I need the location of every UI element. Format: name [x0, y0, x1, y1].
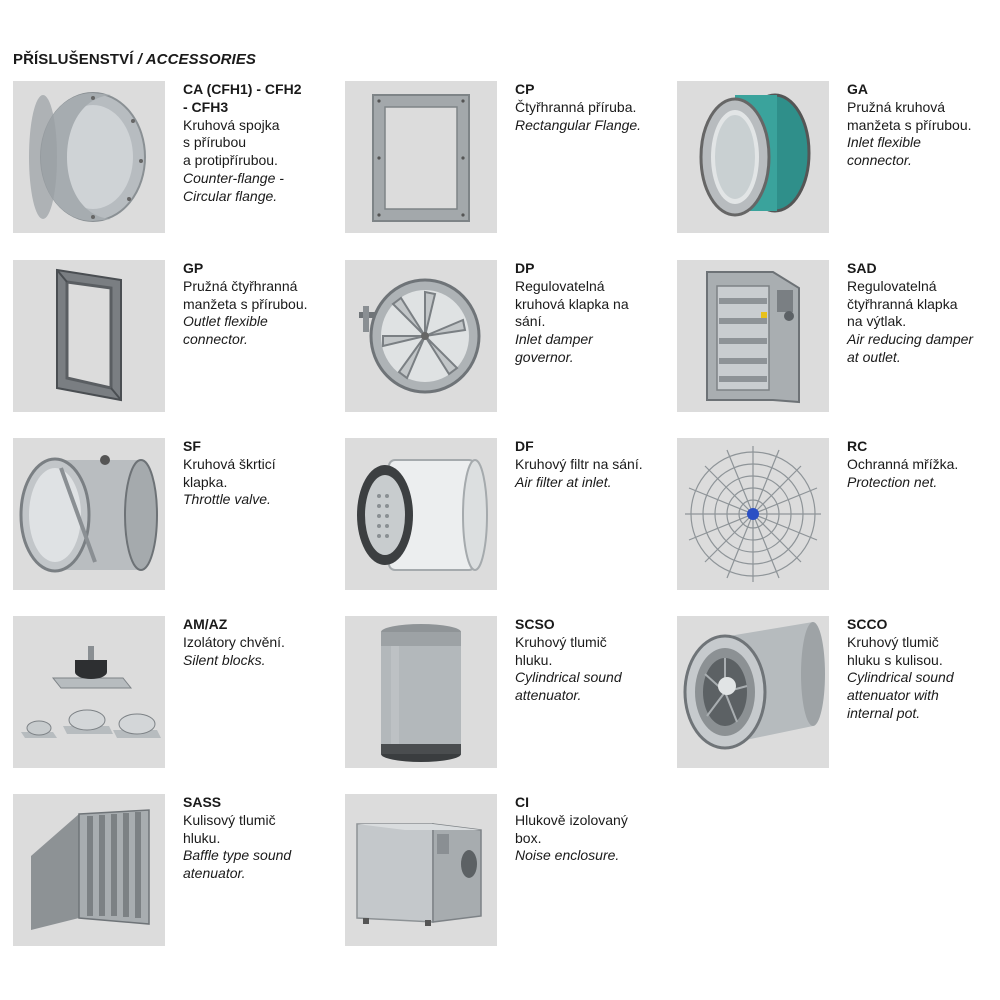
item-english-name: Air reducing damper at outlet. [847, 331, 974, 365]
item-english-name: Rectangular Flange. [515, 116, 642, 133]
item-czech-name: Regulovatelná čtyřhranná klapka na výtlak. [847, 277, 958, 330]
item-english-name: Baffle type sound atenuator. [183, 847, 292, 882]
item-czech-name: Izolátory chvění. [183, 633, 285, 650]
item-czech-name: Kruhová spojka s přírubou a protipřírubou. [183, 116, 280, 169]
accessory-item-df [345, 438, 675, 590]
item-code: GA [847, 81, 868, 97]
accessory-item-ca [13, 81, 343, 233]
item-description [847, 438, 1000, 491]
accessory-item-scso [345, 616, 675, 768]
silent-blocks-icon [13, 616, 165, 768]
item-description [183, 260, 343, 349]
item-czech-name: Pružná kruhová manžeta s přírubou. [847, 98, 972, 133]
item-description [847, 616, 1000, 723]
item-code: SAD [847, 260, 877, 276]
accessory-item-sad [677, 260, 1000, 412]
item-english-name: Inlet damper governor. [515, 331, 593, 365]
item-description [515, 260, 675, 367]
item-english-name: Silent blocks. [183, 651, 266, 668]
item-code: GP [183, 260, 204, 276]
item-code: AM/AZ [183, 616, 228, 632]
item-description [515, 794, 675, 865]
heading-english: ACCESSORIES [145, 51, 257, 68]
item-description [515, 616, 675, 705]
inlet-flexible-connector-icon [677, 81, 829, 233]
item-czech-name: Hlukově izolovaný box. [515, 811, 628, 846]
accessory-item-ga [677, 81, 1000, 233]
item-czech-name: Pružná čtyřhranná manžeta s přírubou. [183, 277, 308, 312]
item-code: CI [515, 794, 529, 810]
item-english-name: Protection net. [847, 473, 938, 490]
item-english-name: Cylindrical sound attenuator with internal pot. [847, 669, 954, 721]
noise-enclosure-icon [345, 794, 497, 946]
item-code: SASS [183, 794, 222, 810]
item-czech-name: Ochranná mřížka. [847, 455, 959, 472]
item-code: SCCO [847, 616, 888, 632]
item-description [183, 616, 343, 669]
accessory-item-gp [13, 260, 343, 412]
protection-net-icon [677, 438, 829, 590]
item-czech-name: Kruhový tlumič hluku s kulisou. [847, 633, 943, 668]
item-code: CP [515, 81, 535, 97]
item-code: SCSO [515, 616, 555, 632]
item-english-name: Cylindrical sound attenuator. [515, 669, 622, 704]
rectangular-flange-icon [345, 81, 497, 233]
inlet-damper-icon [345, 260, 497, 412]
accessory-item-dp [345, 260, 675, 412]
baffle-attenuator-icon [13, 794, 165, 946]
accessory-item-scco [677, 616, 1000, 768]
item-english-name: Outlet flexible connector. [183, 313, 268, 348]
item-english-name: Air filter at inlet. [515, 473, 612, 490]
item-czech-name: Kruhová škrticí klapka. [183, 455, 276, 490]
item-czech-name: Čtyřhranná příruba. [515, 98, 637, 115]
circular-flange-icon [13, 81, 165, 233]
accessory-item-cp [345, 81, 675, 233]
item-code: DP [515, 260, 535, 276]
item-czech-name: Regulovatelná kruhová klapka na sání. [515, 277, 629, 330]
item-english-name: Throttle valve. [183, 491, 271, 508]
item-code: DF [515, 438, 534, 454]
item-description [515, 438, 675, 491]
item-description [183, 81, 343, 206]
item-description [515, 81, 675, 134]
accessory-item-ci [345, 794, 675, 946]
item-english-name: Counter-flange - Circular flange. [183, 169, 284, 204]
outlet-flexible-connector-icon [13, 260, 165, 412]
throttle-valve-icon [13, 438, 165, 590]
item-code: SF [183, 438, 201, 454]
page-heading [13, 51, 256, 68]
accessory-item-sf [13, 438, 343, 590]
item-description [183, 794, 343, 883]
item-code: CA (CFH1) - CFH2 - CFH3 [183, 81, 302, 115]
air-filter-icon [345, 438, 497, 590]
item-english-name: Inlet flexible connector. [847, 134, 921, 169]
accessory-item-sass [13, 794, 343, 946]
item-description [183, 438, 343, 509]
item-czech-name: Kruhový tlumič hluku. [515, 633, 607, 668]
cylindrical-attenuator-icon [345, 616, 497, 768]
item-description [847, 81, 1000, 170]
attenuator-internal-pot-icon [677, 616, 829, 768]
accessory-item-am-az [13, 616, 343, 768]
accessory-item-rc [677, 438, 1000, 590]
item-english-name: Noise enclosure. [515, 847, 620, 864]
item-code: RC [847, 438, 868, 454]
air-reducing-damper-icon [677, 260, 829, 412]
heading-separator: / [133, 51, 146, 68]
item-czech-name: Kulisový tlumič hluku. [183, 811, 276, 846]
heading-czech: PŘÍSLUŠENSTVÍ [13, 51, 134, 68]
item-czech-name: Kruhový filtr na sání. [515, 455, 643, 472]
item-description [847, 260, 1000, 367]
